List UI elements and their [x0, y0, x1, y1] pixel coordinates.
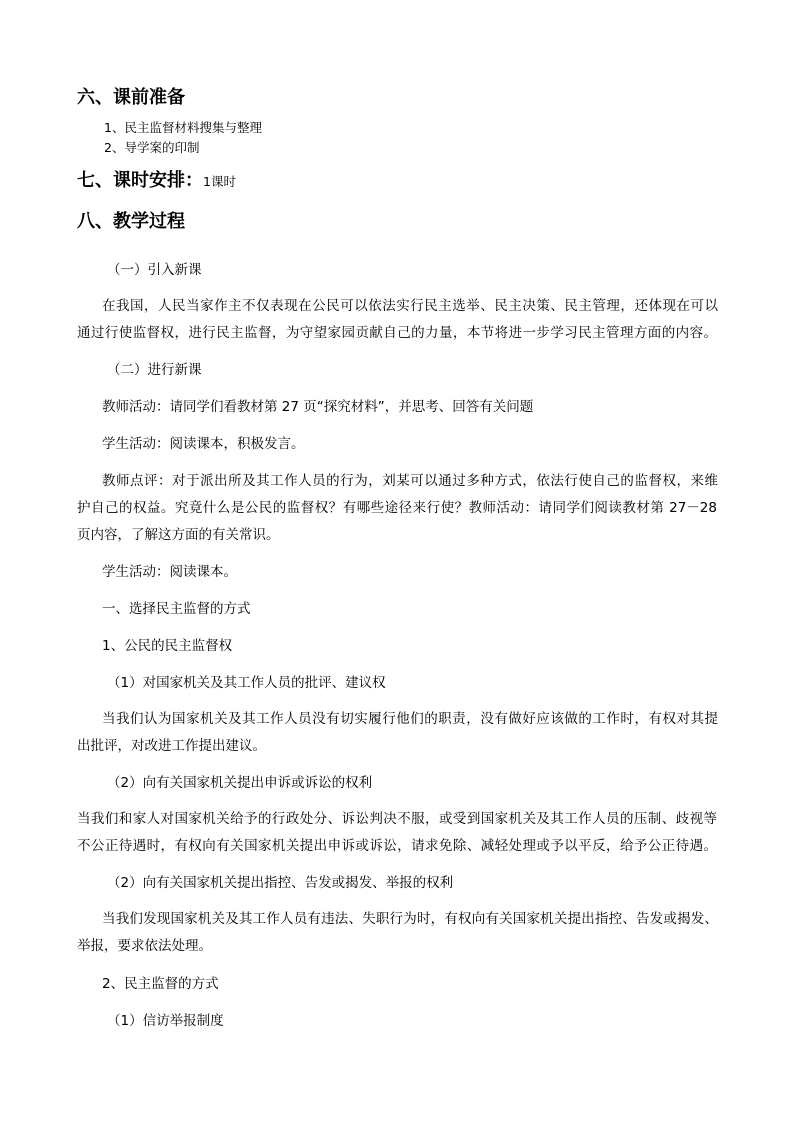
teacher-comment-line-1: 教师点评：对于派出所及其工作人员的行为，刘某可以通过多种方式，依法行使自己的监督权，来维 [102, 473, 718, 489]
right1-line-1: 当我们认为国家机关及其工作人员没有切实履行他们的职责，没有做好应该做的工作时，有权对其提 [102, 711, 718, 727]
section-heading-process: 八、教学过程 [77, 211, 185, 232]
student-activity-1: 学生活动：阅读课本，积极发言。 [102, 436, 305, 452]
student-activity-2: 学生活动：阅读课本。 [102, 564, 237, 580]
right3-line-2: 举报，要求依法处理。 [77, 938, 212, 954]
intro-paragraph-line-2: 通过行使监督权，进行民主监督，为守望家园贡献自己的力量，本节将进一步学习民主管理方面的内容。 [77, 325, 717, 341]
right2-title: （2）向有关国家机关提出申诉或诉讼的权利 [107, 775, 373, 791]
right2-line-2: 不公正待遇时，有权向有关国家机关提出申诉或诉讼，请求免除、减轻处理或予以平反，给予公正待遇。 [77, 838, 717, 854]
intro-title: （一）引入新课 [107, 262, 202, 278]
right1-title: （1）对国家机关及其工作人员的批评、建议权 [107, 675, 386, 691]
right1-line-2: 出批评，对改进工作提出建议。 [77, 738, 266, 754]
section-schedule [77, 172, 236, 190]
intro-paragraph-line-1: 在我国，人民当家作主不仅表现在公民可以依法实行民主选举、民主决策、民主管理，还体现在可以 [102, 298, 718, 314]
prep-item-1: 1、民主监督材料搜集与整理 [104, 120, 262, 135]
right3-line-1: 当我们发现国家机关及其工作人员有违法、失职行为时，有权向有关国家机关提出指控、告发或揭发、 [102, 911, 718, 927]
sub1-title: 1、公民的民主监督权 [102, 638, 233, 654]
way1-title: （1）信访举报制度 [107, 1013, 224, 1029]
teacher-comment-line-2: 护自己的权益。究竟什么是公民的监督权？有哪些途径来行使？教师活动：请同学们阅读教材第 27－28 [77, 500, 717, 516]
teacher-activity-1: 教师活动：请同学们看教材第 27 页“探究材料”，并思考、回答有关问题 [102, 399, 534, 415]
new-lesson-title: （二）进行新课 [107, 362, 202, 378]
part1-title: 一、选择民主监督的方式 [102, 601, 251, 617]
prep-item-2: 2、导学案的印制 [104, 140, 200, 155]
teacher-comment-line-3: 页内容，了解这方面的有关常识。 [77, 527, 280, 543]
section-heading-schedule: 七、课时安排： [77, 170, 203, 191]
section-heading-prep: 六、课前准备 [77, 87, 185, 108]
right2-line-1: 当我们和家人对国家机关给予的行政处分、诉讼判决不服，或受到国家机关及其工作人员的压制、歧视等 [77, 811, 717, 827]
schedule-value: 1课时 [203, 174, 236, 189]
sub2-title: 2、民主监督的方式 [102, 976, 219, 992]
right3-title: （2）向有关国家机关提出指控、告发或揭发、举报的权利 [107, 875, 454, 891]
